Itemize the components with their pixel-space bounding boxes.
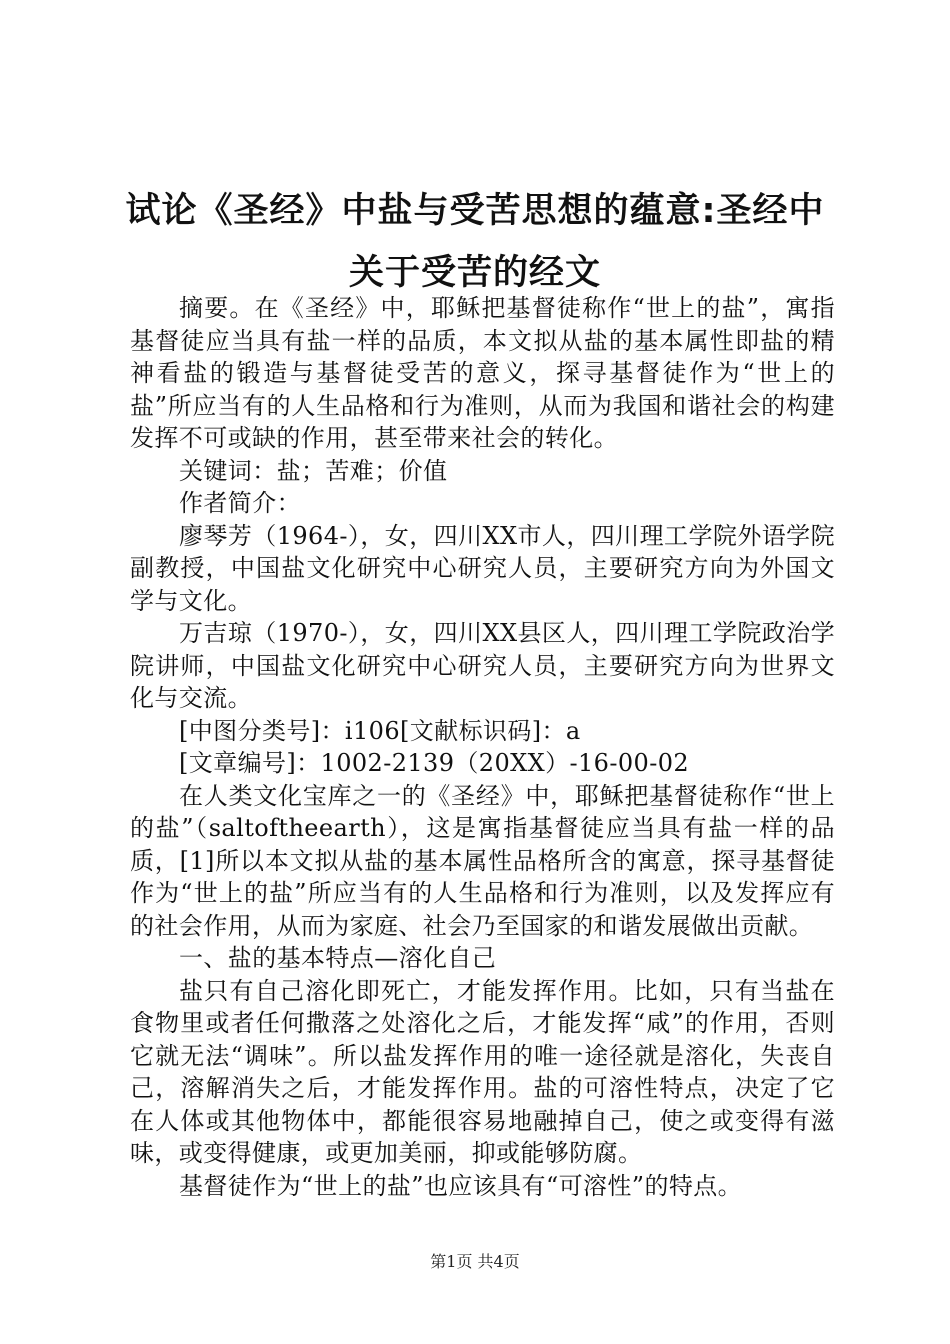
body-paragraph: 基督徒作为“世上的盐”也应该具有“可溶性”的特点。 xyxy=(179,1171,743,1200)
article-number-line: [文章编号]：1002-2139（20XX）-16-00-02 xyxy=(179,749,690,777)
abstract-paragraph: 摘要。在《圣经》中，耶稣把基督徒称作“世上的盐”，寓指基督徒应当具有盐一样的品质，本文拟从盐的基本属性即盐的精神看盐的锻造与基督徒受苦的意义，探寻基督徒作为“世上的盐”所应当有的人生品格和行为准则，从而为我国和谐社会的构建发挥不可或缺的作用，甚至带来社会的转化。 xyxy=(130,294,835,452)
body-paragraph: 盐只有自己溶化即死亡，才能发挥作用。比如，只有当盐在食物里或者任何撒落之处溶化之后，才能发挥“咸”的作用，否则它就无法“调味”。所以盐发挥作用的唯一途径就是溶化，失丧自己，溶解消失之后，才能发挥作用。盐的可溶性特点，决定了它在人体或其他物体中，都能很容易地融掉自己，使之或变得有滋味，或变得健康，或更加美丽，抑或能够防腐。 xyxy=(130,976,835,1167)
keywords-line: 关键词：盐；苦难；价值 xyxy=(179,456,448,485)
author-intro-heading: 作者简介： xyxy=(179,489,301,517)
page-footer: 第1页 共4页 xyxy=(430,1252,520,1271)
intro-paragraph: 在人类文化宝库之一的《圣经》中，耶稣把基督徒称作“世上的盐”（saltoftheearth），这是寓指基督徒应当具有盐一样的品质，[1]所以本文拟从盐的基本属性品格所含的寓意，探寻基督徒作为“世上的盐”所应当有的人生品格和行为准则，以及发挥应有的社会作用，从而为家庭、社会乃至国家的和谐发展做出贡献。 xyxy=(130,781,835,940)
document-title-line-1: 试论《圣经》中盐与受苦思想的蕴意:圣经中 xyxy=(125,191,825,231)
document-title-line-2: 关于受苦的经文 xyxy=(348,253,601,293)
document-body xyxy=(130,292,835,1202)
section-heading: 一、盐的基本特点—溶化自己 xyxy=(179,944,497,972)
classification-line: [中图分类号]：i106[文献标识码]：a xyxy=(179,716,581,745)
author-bio-paragraph: 廖琴芳（1964-），女，四川XX市人，四川理工学院外语学院副教授，中国盐文化研究中心研究人员，主要研究方向为外国文学与文化。 xyxy=(130,521,835,615)
author-bio-paragraph: 万吉琼（1970-），女，四川XX县区人，四川理工学院政治学院讲师，中国盐文化研究中心研究人员，主要研究方向为世界文化与交流。 xyxy=(130,619,835,712)
